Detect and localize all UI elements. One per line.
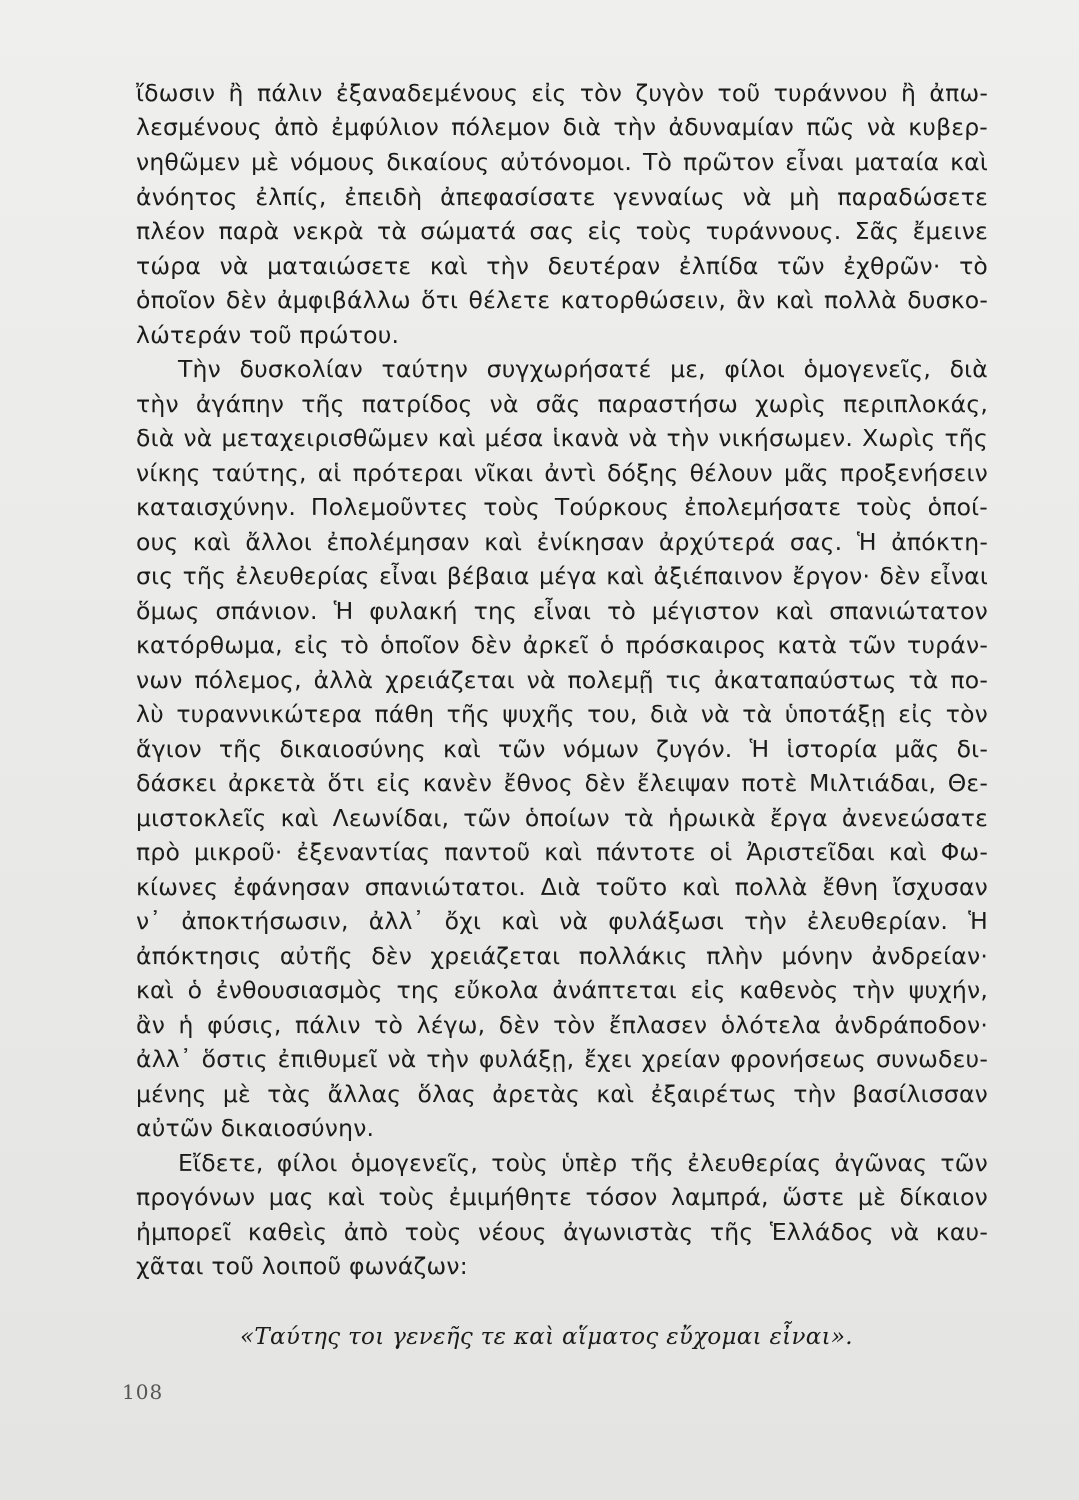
text-line: ἀπόκτησις αὐτῆς δὲν χρειάζεται πολλάκις πλὴν μόνην ἀνδρείαν· <box>136 942 988 970</box>
text-line: λεσμένους ἀπὸ ἐμφύλιον πόλεμον διὰ τὴν ἀδυναμίαν πῶς νὰ κυβερ- <box>136 113 988 141</box>
text-line: ἠμπορεῖ καθεὶς ἀπὸ τοὺς νέους ἀγωνιστὰς τῆς Ἑλλάδος νὰ καυ- <box>136 1218 988 1246</box>
text-line: νηθῶμεν μὲ νόμους δικαίους αὐτόνομοι. Τὸ πρῶτον εἶναι ματαία καὶ <box>136 148 988 176</box>
text-line: νων πόλεμος, ἀλλὰ χρειάζεται νὰ πολεμῇ τις ἀκαταπαύστως τὰ πο- <box>136 666 988 694</box>
text-line: ἴδωσιν ἢ πάλιν ἐξαναδεμένους εἰς τὸν ζυγὸν τοῦ τυράννου ἢ ἀπω- <box>136 79 988 107</box>
text-line: ους καὶ ἄλλοι ἐπολέμησαν καὶ ἐνίκησαν ἀρχύτερά σας. Ἡ ἀπόκτη- <box>136 528 988 556</box>
text-line: καὶ ὁ ἐνθουσιασμὸς της εὔκολα ἀνάπτεται εἰς καθενὸς τὴν ψυχήν, <box>136 976 988 1004</box>
text-line: καταισχύνην. Πολεμοῦντες τοὺς Τούρκους ἐπολεμήσατε τοὺς ὁποί- <box>136 493 988 521</box>
text-line: λώτεράν τοῦ πρώτου. <box>136 321 400 349</box>
text-line: νίκης ταύτης, αἱ πρότεραι νῖκαι ἀντὶ δόξης θέλουν μᾶς προξενήσειν <box>136 459 988 487</box>
text-line: δάσκει ἀρκετὰ ὅτι εἰς κανὲν ἔθνος δὲν ἔλειψαν ποτὲ Μιλτιάδαι, Θε- <box>136 769 988 797</box>
text-line: ὁποῖον δὲν ἀμφιβάλλω ὅτι θέλετε κατορθώσειν, ἂν καὶ πολλὰ δυσκο- <box>136 286 988 314</box>
text-line: ἀνόητος ἐλπίς, ἐπειδὴ ἀπεφασίσατε γενναίως νὰ μὴ παραδώσετε <box>136 183 988 211</box>
text-line: πλέον παρὰ νεκρὰ τὰ σώματά σας εἰς τοὺς τυράννους. Σᾶς ἔμεινε <box>136 217 988 245</box>
text-line: διὰ νὰ μεταχειρισθῶμεν καὶ μέσα ἱκανὰ νὰ τὴν νικήσωμεν. Χωρὶς τῆς <box>136 424 988 452</box>
text-line: μιστοκλεῖς καὶ Λεωνίδαι, τῶν ὁποίων τὰ ἡρωικὰ ἔργα ἀνενεώσατε <box>136 804 988 832</box>
quotation: «Ταύτης τοι γενεῆς τε καὶ αἵματος εὔχομαι εἶναι». <box>240 1324 853 1350</box>
text-line: αὐτῶν δικαιοσύνην. <box>136 1114 375 1142</box>
text-line: τὴν ἀγάπην τῆς πατρίδος νὰ σᾶς παραστήσω χωρὶς περιπλοκάς, <box>136 390 988 418</box>
text-line: προγόνων μας καὶ τοὺς ἐμιμήθητε τόσον λαμπρά, ὥστε μὲ δίκαιον <box>136 1183 988 1211</box>
text-line: λὺ τυραννικώτερα πάθη τῆς ψυχῆς του, διὰ νὰ τὰ ὑποτάξῃ εἰς τὸν <box>136 700 988 728</box>
text-line: τώρα νὰ ματαιώσετε καὶ τὴν δευτέραν ἐλπίδα τῶν ἐχθρῶν· τὸ <box>136 252 988 280</box>
page-number: 108 <box>122 1380 164 1404</box>
text-line: ν᾽ ἀποκτήσωσιν, ἀλλ᾽ ὄχι καὶ νὰ φυλάξωσι τὴν ἐλευθερίαν. Ἡ <box>136 907 988 935</box>
text-line: κίωνες ἐφάνησαν σπανιώτατοι. Διὰ τοῦτο καὶ πολλὰ ἔθνη ἴσχυσαν <box>136 873 988 901</box>
text-line: ἀλλ᾽ ὅστις ἐπιθυμεῖ νὰ τὴν φυλάξῃ, ἔχει χρείαν φρονήσεως συνωδευ- <box>136 1045 988 1073</box>
paragraph-start-line: Τὴν δυσκολίαν ταύτην συγχωρήσατέ με, φίλοι ὁμογενεῖς, διὰ <box>178 355 988 383</box>
text-line: κατόρθωμα, εἰς τὸ ὁποῖον δὲν ἀρκεῖ ὁ πρόσκαιρος κατὰ τῶν τυράν- <box>136 631 988 659</box>
text-line: ὅμως σπάνιον. Ἡ φυλακή της εἶναι τὸ μέγιστον καὶ σπανιώτατον <box>136 597 988 625</box>
text-line: χᾶται τοῦ λοιποῦ φωνάζων: <box>136 1252 468 1280</box>
text-line: μένης μὲ τὰς ἄλλας ὅλας ἀρετὰς καὶ ἐξαιρέτως τὴν βασίλισσαν <box>136 1080 988 1108</box>
text-line: σις τῆς ἐλευθερίας εἶναι βέβαια μέγα καὶ ἀξιέπαινον ἔργον· δὲν εἶναι <box>136 562 988 590</box>
text-line: πρὸ μικροῦ· ἐξεναντίας παντοῦ καὶ πάντοτε οἱ Ἀριστεῖδαι καὶ Φω- <box>136 838 988 866</box>
paragraph-start-line: Εἴδετε, φίλοι ὁμογενεῖς, τοὺς ὑπὲρ τῆς ἐλευθερίας ἀγῶνας τῶν <box>178 1149 988 1177</box>
text-line: ἅγιον τῆς δικαιοσύνης καὶ τῶν νόμων ζυγόν. Ἡ ἱστορία μᾶς δι- <box>136 735 988 763</box>
text-line: ἂν ἡ φύσις, πάλιν τὸ λέγω, δὲν τὸν ἔπλασεν ὁλότελα ἀνδράποδον· <box>136 1011 988 1039</box>
